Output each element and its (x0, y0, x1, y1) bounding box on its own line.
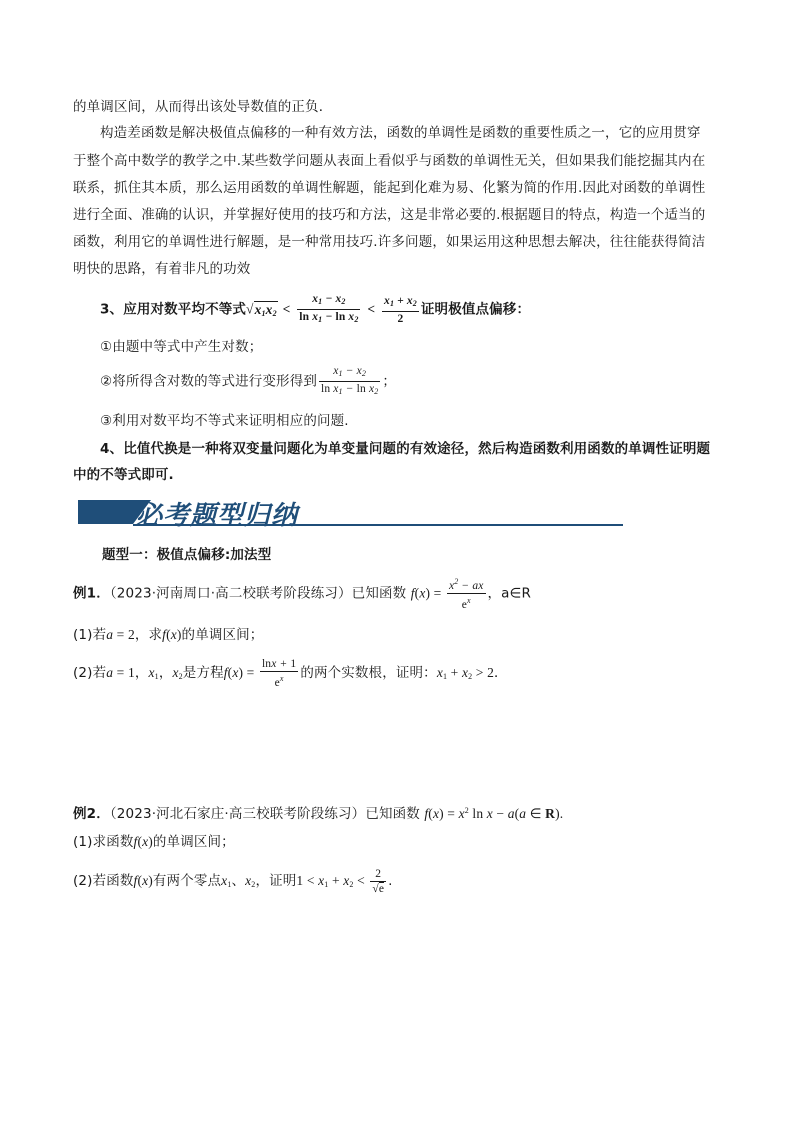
example-2: 例2．（2023·河北石家庄·高三校联考阶段练习）已知函数 $f(x) = x^2$ ln x − a(a ∈ R). (73, 806, 564, 822)
item-3-step-1: ①由题中等式中产生对数； (100, 339, 263, 355)
example-2-question-1: (1)求函数f(x)的单调区间； (73, 834, 235, 850)
item-3-suffix: 证明极值点偏移： (420, 301, 531, 318)
example-1-question-2: (2)若a = 1，$x_1$，$x_2$是方程f(x) = $\frac{\ln x + 1}{e^x}$ 的两个实数根，证明：$x_1 + x_2 > 2$． (73, 657, 508, 689)
intro-paragraph-line: 函数，利用它的单调性进行解题，是一种常用技巧.许多问题，如果运用这种思想去解决，往往能获得简洁 (73, 234, 706, 250)
example-1: 例1．（2023·河南周口·高二校联考阶段练习）已知函数 f(x) = $\frac{x^2 - ax}{e^x}$ ，a∈R (73, 577, 532, 611)
example-1-label: 例1． (73, 585, 110, 602)
banner-title: 必考题型归纳 (136, 501, 299, 531)
intro-paragraph-line: 于整个高中数学的教学之中.某些数学问题从表面上看似乎与函数的单调性无关，但如果我们能挖掘其内在 (73, 153, 706, 169)
arith-mean-fraction: $\frac{x_1 + x_2}{2}$ (384, 294, 417, 325)
intro-paragraph-line: 联系，抓住其本质，那么运用函数的单调性解题，能起到化难为易、化繁为简的作用.因此对函数的单调性 (73, 180, 706, 196)
item-3-prefix: 3、应用对数平均不等式 (100, 301, 247, 318)
example-2-source: （2023·河北石家庄·高三校联考阶段练习）已知函数 (109, 806, 420, 822)
intro-paragraph-line: 明快的思路，有着非凡的功效 (73, 261, 251, 277)
intro-paragraph-line: 进行全面、准确的认识，并掌握好使用的技巧和方法，这是非常必要的.根据题目的特点，构造一个适当的 (73, 207, 706, 223)
item-3-step-3: ③利用对数平均不等式来证明相应的问题. (100, 413, 349, 429)
example-2-question-2: (2)若函数f(x)有两个零点$x_1$、$x_2$，证明$1 < x_1 + x_2$ < $\frac{2}{√e}$ . (73, 867, 393, 895)
step-2-suffix: ； (382, 373, 397, 390)
log-mean-fraction: $\frac{x_1 - x_2}{\ln x_1 - \ln x_2}$ (321, 365, 379, 396)
equation-fraction: $\frac{\ln x + 1}{e^x}$ (261, 657, 297, 689)
example-1-function: $\frac{x^2 - ax}{e^x}$ (448, 577, 484, 611)
sqrt-formula: $√x_1x_2$ (246, 301, 277, 318)
bound-fraction: $\frac{2}{√e}$ (372, 867, 385, 895)
example-2-label: 例2． (73, 806, 110, 822)
example-1-domain: ，a∈R (487, 585, 532, 602)
step-2-prefix: ②将所得含对数的等式进行变形得到 (100, 373, 318, 390)
banner-block (78, 500, 133, 524)
item-4-line-2: 中的不等式即可. (73, 467, 174, 483)
item-4-line-1: 4、比值代换是一种将双变量问题化为单变量问题的有效途径，然后构造函数利用函数的单调性证明题 (100, 441, 711, 457)
item-3-step-2 (100, 364, 396, 399)
intro-paragraph-line: 构造差函数是解决极值点偏移的一种有效方法，函数的单调性是函数的重要性质之一，它的应用贯穿 (100, 125, 701, 141)
section-banner (78, 496, 623, 530)
type-1-title: 题型一：极值点偏移:加法型 (102, 547, 272, 563)
example-1-source: （2023·河南周口·高二校联考阶段练习）已知函数 (109, 585, 407, 602)
intro-line-0: 的单调区间，从而得出该处导数值的正负． (73, 99, 333, 115)
example-1-question-1: (1)若a = 2，求f(x)的单调区间； (73, 627, 264, 643)
item-3: 3、应用对数平均不等式$√x_1x_2$ < $\frac{x_1 - x_2}{\ln x_1 - \ln x_2}$ < $\frac{x_1 + x_2}{2}$ 证明极值点偏移： (100, 292, 530, 331)
log-mean-fraction: $\frac{x_1 - x_2}{\ln x_1 - \ln x_2}$ (299, 293, 359, 324)
